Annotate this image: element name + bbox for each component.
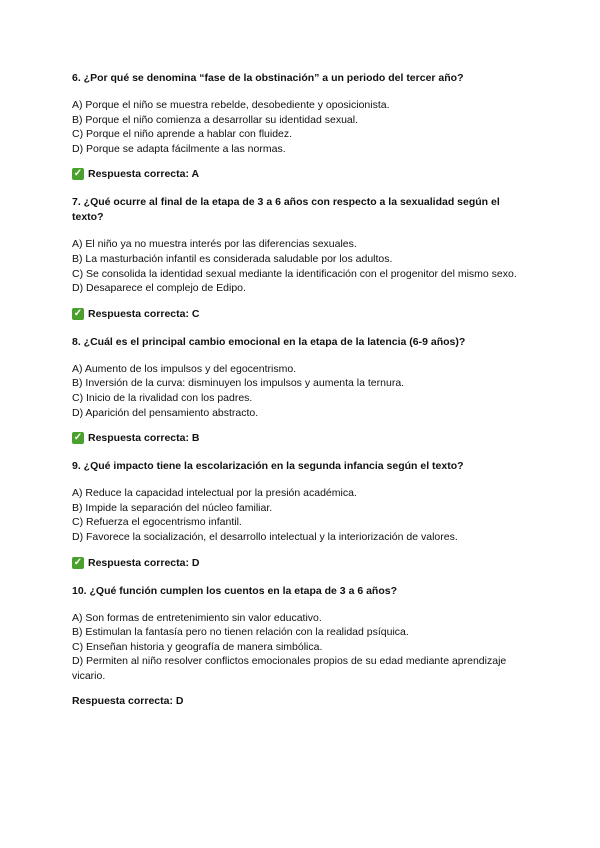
- option-c: C) Porque el niño aprende a hablar con fluidez.: [72, 128, 293, 141]
- option-b: B) Porque el niño comienza a desarrollar su identidad sexual.: [72, 113, 358, 126]
- question-text: 9. ¿Qué impacto tiene la escolarización en la segunda infancia según el texto?: [72, 460, 464, 473]
- option-d: D) Permiten al niño resolver conflictos emocionales propios de su edad mediante aprendizaje vicario.: [72, 655, 507, 682]
- check-mark-icon: ✓: [73, 168, 83, 180]
- question-text: 7. ¿Qué ocurre al final de la etapa de 3 a 6 años con respecto a la sexualidad según el texto?: [72, 196, 500, 224]
- option-c: C) Refuerza el egocentrismo infantil.: [72, 516, 242, 529]
- option-b: B) Estimulan la fantasía pero no tienen relación con la realidad psíquica.: [72, 626, 409, 639]
- option-c: C) Enseñan historia y geografía de manera simbólica.: [72, 640, 323, 653]
- check-mark-icon: ✓: [73, 432, 83, 444]
- option-d: D) Desaparece el complejo de Edipo.: [72, 282, 246, 295]
- correct-answer-text: Respuesta correcta: D: [88, 556, 200, 569]
- correct-answer-text: Respuesta correcta: B: [88, 432, 200, 445]
- correct-answer-text: Respuesta correcta: A: [88, 168, 200, 181]
- option-b: B) La masturbación infantil es considerada saludable por los adultos.: [72, 252, 393, 265]
- option-a: A) Son formas de entretenimiento sin valor educativo.: [72, 611, 322, 624]
- option-a: A) El niño ya no muestra interés por las diferencias sexuales.: [72, 238, 357, 251]
- check-mark-icon: ✓: [73, 556, 83, 568]
- options-list: [72, 362, 532, 420]
- option-b: B) Impide la separación del núcleo familiar.: [72, 501, 273, 514]
- question-block-6: [72, 71, 532, 181]
- question-block-10: [72, 584, 532, 709]
- correct-answer: [72, 167, 532, 181]
- options-list: [72, 237, 532, 295]
- option-d: D) Porque se adapta fácilmente a las normas.: [72, 142, 286, 155]
- options-list: [72, 98, 532, 156]
- question-block-7: [72, 195, 532, 320]
- correct-answer: [72, 307, 532, 321]
- check-mark-icon: ✓: [73, 307, 83, 319]
- option-a: A) Porque el niño se muestra rebelde, desobediente y oposicionista.: [72, 99, 390, 111]
- option-c: C) Inicio de la rivalidad con los padres.: [72, 391, 253, 404]
- option-d: D) Aparición del pensamiento abstracto.: [72, 406, 259, 419]
- option-c: C) Se consolida la identidad sexual mediante la identificación con el progenitor del mismo sexo.: [72, 267, 517, 280]
- correct-answer: [72, 694, 532, 708]
- question-text: 8. ¿Cuál es el principal cambio emocional en la etapa de la latencia (6-9 años)?: [72, 335, 466, 348]
- option-b: B) Inversión de la curva: disminuyen los impulsos y aumenta la ternura.: [72, 377, 405, 390]
- question-text: 6. ¿Por qué se denomina “fase de la obstinación” a un periodo del tercer año?: [72, 72, 464, 84]
- option-a: A) Reduce la capacidad intelectual por la presión académica.: [72, 487, 357, 500]
- correct-answer-text: Respuesta correcta: C: [88, 307, 200, 320]
- question-text: 10. ¿Qué función cumplen los cuentos en la etapa de 3 a 6 años?: [72, 584, 397, 597]
- option-d: D) Favorece la socialización, el desarrollo intelectual y la interiorización de valores.: [72, 530, 458, 543]
- question-block-8: [72, 335, 532, 445]
- correct-answer: [72, 556, 532, 570]
- correct-answer-text: Respuesta correcta: D: [72, 695, 184, 708]
- document-page: [72, 71, 532, 722]
- options-list: [72, 611, 532, 684]
- correct-answer: [72, 431, 532, 445]
- question-block-9: [72, 459, 532, 569]
- option-a: A) Aumento de los impulsos y del egocentrismo.: [72, 362, 297, 375]
- options-list: [72, 486, 532, 544]
